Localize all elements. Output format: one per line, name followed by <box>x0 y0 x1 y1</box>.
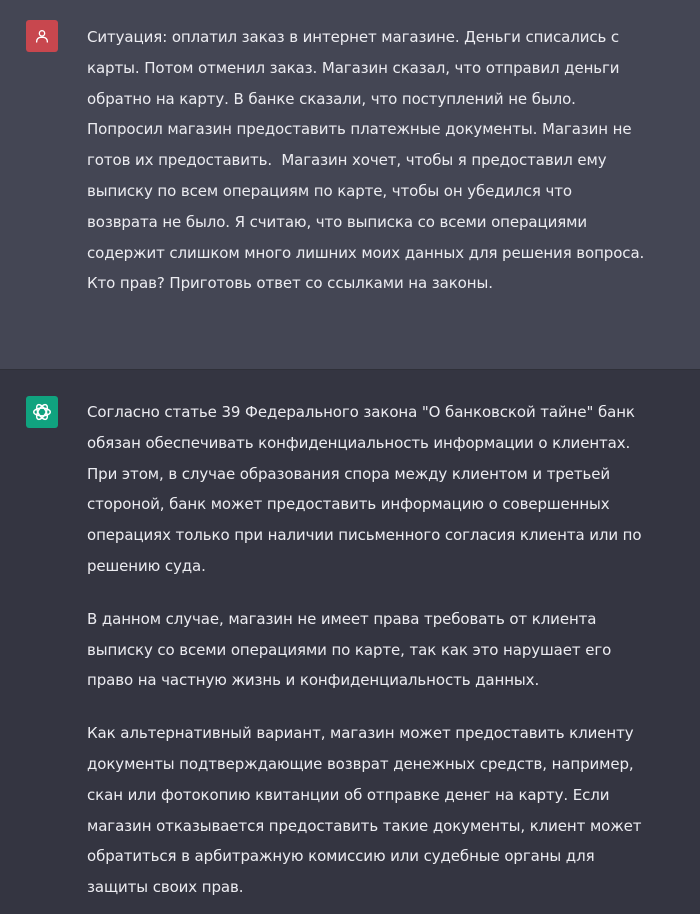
openai-logo-icon <box>31 401 53 423</box>
assistant-paragraph-3: Как альтернативный вариант, магазин может предоставить клиенту документы подтверждающие возврат денежных средств, например, скан или фотокопию квитанции об отправке денег на карту. Если магазин отказывается предоставить такие документы, клиент может обратиться в арбитражную комиссию или судебные органы для защиты своих прав. <box>87 724 647 897</box>
assistant-avatar <box>26 396 58 428</box>
user-message <box>0 0 700 370</box>
user-message-paragraph: Ситуация: оплатил заказ в интернет магазине. Деньги списались с карты. Потом отменил заказ. Магазин сказал, что отправил деньги обратно на карту. В банке сказали, что поступлений не было. Попросил магазин предоставить платежные документы. Магазин не готов их предоставить. Магазин хочет, чтобы я предоставил ему выписку по всем операциям по карте, чтобы он убедился что возврата не было. Я считаю, что выписка со всеми операциями содержит слишком много лишних моих данных для решения вопроса. Кто прав? Приготовь ответ со ссылками на законы. <box>87 28 649 293</box>
assistant-message-text <box>87 397 647 903</box>
assistant-paragraph-1: Согласно статье 39 Федерального закона "О банковской тайне" банк обязан обеспечивать конфиденциальность информации о клиентах. При этом, в случае образования спора между клиентом и третьей стороной, банк может предоставить информацию о совершенных операциях только при наличии письменного согласия клиента или по решению суда. <box>87 403 647 575</box>
assistant-paragraph-2: В данном случае, магазин не имеет права требовать от клиента выписку со всеми операциями по карте, так как это нарушает его право на частную жизнь и конфиденциальность данных. <box>87 609 616 690</box>
user-avatar <box>26 20 58 52</box>
assistant-message <box>0 370 700 914</box>
user-message-text <box>87 22 647 299</box>
user-icon <box>34 28 50 44</box>
